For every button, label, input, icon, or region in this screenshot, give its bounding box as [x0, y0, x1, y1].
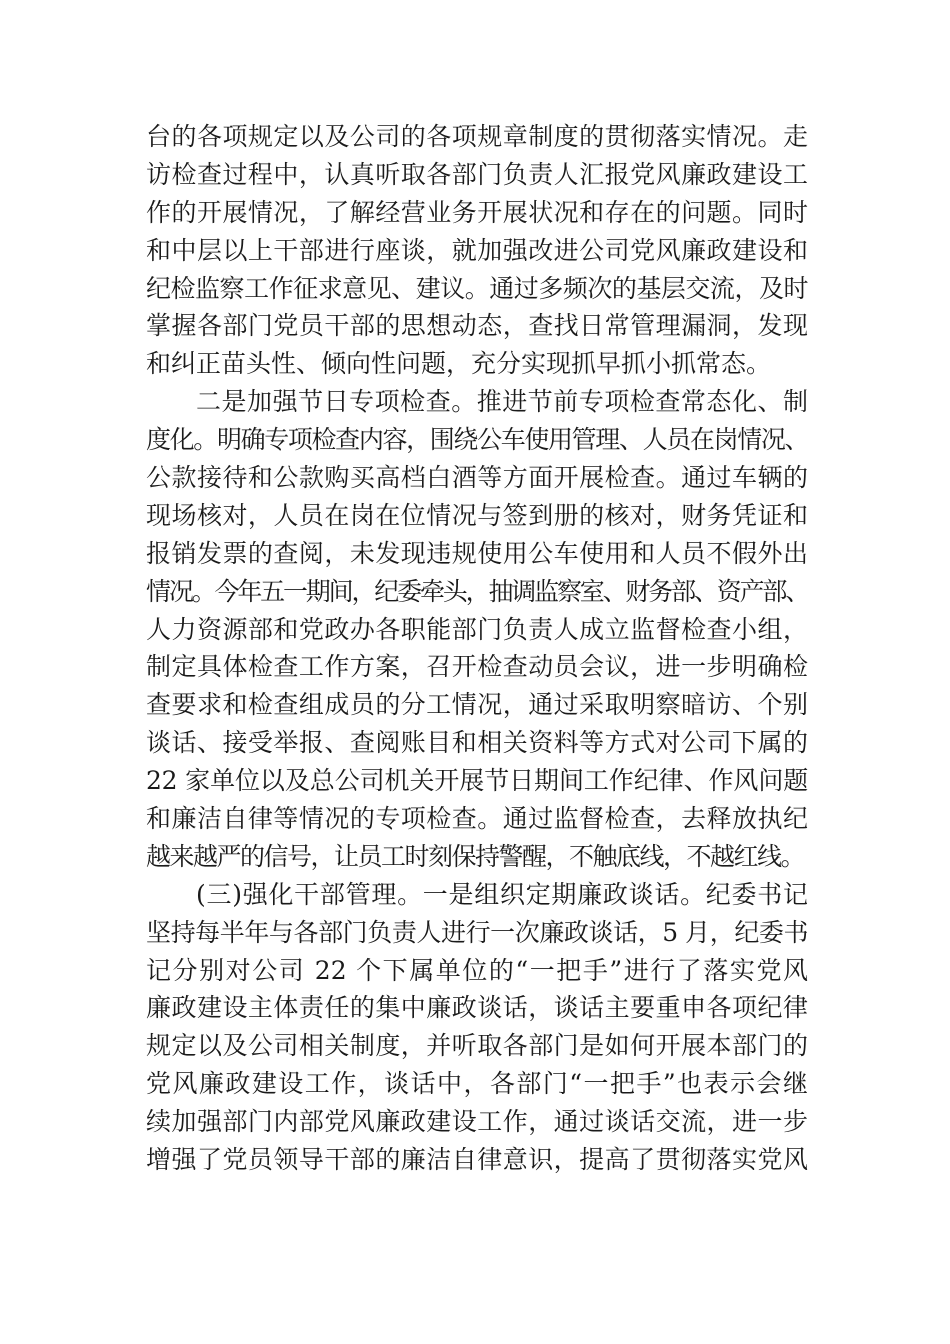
text-line: 报销发票的查阅，未发现违规使用公车使用和人员不假外出	[146, 538, 808, 568]
text-line: 和廉洁自律等情况的专项检查。通过监督检查，去释放执纪	[146, 804, 808, 834]
paragraph-end-line: 和纠正苗头性、倾向性问题，充分实现抓早抓小抓常态。	[146, 349, 772, 379]
text-line: 记分别对公司 22 个下属单位的“一把手”进行了落实党风	[146, 955, 808, 985]
text-line: 坚持每半年与各部门负责人进行一次廉政谈话，5 月，纪委书	[146, 917, 808, 947]
text-line: 续加强部门内部党风廉政建设工作，通过谈话交流，进一步	[146, 1107, 808, 1137]
text-line: 纪检监察工作征求意见、建议。通过多频次的基层交流，及时	[146, 273, 808, 303]
text-line: 情况。今年五一期间，纪委牵头，抽调监察室、财务部、资产部、	[146, 576, 808, 606]
text-line: 公款接待和公款购买高档白酒等方面开展检查。通过车辆的	[146, 463, 808, 493]
text-line: 谈话、接受举报、查阅账目和相关资料等方式对公司下属的	[146, 728, 808, 758]
text-line: 廉政建设主体责任的集中廉政谈话，谈话主要重申各项纪律	[146, 993, 808, 1023]
text-line: 访检查过程中，认真听取各部门负责人汇报党风廉政建设工	[146, 159, 808, 189]
text-line: 台的各项规定以及公司的各项规章制度的贯彻落实情况。走	[146, 122, 808, 151]
paragraph-start-line: 二是加强节日专项检查。推进节前专项检查常态化、制	[196, 387, 808, 417]
text-line: 人力资源部和党政办各职能部门负责人成立监督检查小组，	[146, 614, 808, 644]
text-line: 查要求和检查组成员的分工情况，通过采取明察暗访、个别	[146, 690, 808, 720]
document-body	[146, 118, 808, 1179]
text-line: 掌握各部门党员干部的思想动态，查找日常管理漏洞，发现	[146, 311, 808, 341]
text-line: 增强了党员领导干部的廉洁自律意识，提高了贯彻落实党风	[146, 1145, 808, 1175]
text-line: 党风廉政建设工作，谈话中，各部门“一把手”也表示会继	[146, 1069, 808, 1099]
text-line: 现场核对，人员在岗在位情况与签到册的核对，财务凭证和	[146, 500, 808, 530]
text-line: 制定具体检查工作方案，召开检查动员会议，进一步明确检	[146, 652, 808, 682]
text-line: 规定以及公司相关制度，并听取各部门是如何开展本部门的	[146, 1031, 808, 1061]
paragraph-end-line: 越来越严的信号，让员工时刻保持警醒，不触底线，不越红线。	[146, 841, 805, 871]
text-line: 和中层以上干部进行座谈，就加强改进公司党风廉政建设和	[146, 235, 808, 265]
text-line: 作的开展情况，了解经营业务开展状况和存在的问题。同时	[146, 197, 808, 227]
text-line: 度化。明确专项检查内容，围绕公车使用管理、人员在岗情况、	[146, 425, 808, 455]
text-line: 22 家单位以及总公司机关开展节日期间工作纪律、作风问题	[146, 766, 808, 796]
paragraph-start-line: (三)强化干部管理。一是组织定期廉政谈话。纪委书记	[196, 879, 808, 909]
